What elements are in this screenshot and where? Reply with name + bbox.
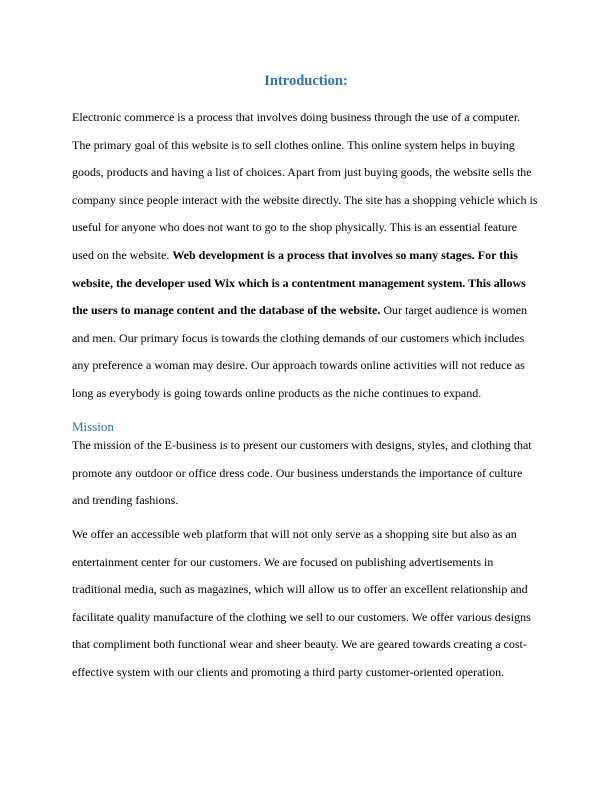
mission-heading: Mission — [72, 419, 114, 434]
mission-paragraph-1: The mission of the E-business is to present our customers with designs, styles, and clothing that promote any outdoor or office dress code. Our business understands the importance of culture and trending fashions. — [72, 438, 532, 508]
mission-paragraph-2: We offer an accessible web platform that will not only serve as a shopping site but also as an entertainment center for our customers. We are focused on publishing advertisements in traditional media, such as magazines, which will allow us to offer an excellent relationship and facilitate quality manufacture of the clothing we sell to our customers. We offer various designs that compliment both functional wear and sheer beauty. We are geared towards creating a cost-effective system with our clients and promoting a third party customer-oriented operation. — [72, 527, 531, 679]
intro-bold-text: Web development is a process that involves so many stages. For this website, the developer used Wix which is a contentment management system. This allows the users to manage content and the database of the website. — [72, 247, 526, 318]
intro-text-end: Our target audience is women and men. Our primary focus is towards the clothing demands of our customers which includes any preference a woman may desire. Our approach towards online activities will not reduce as long as everybody is going towards online products as the niche continues to expand. — [72, 303, 528, 400]
page-title: Introduction: — [264, 73, 348, 89]
intro-paragraph — [72, 104, 540, 408]
intro-text-start: Electronic commerce is a process that involves doing business through the use of a computer. The primary goal of this website is to sell clothes online. This online system helps in buying goods, products and having a list of choices. Apart from just buying goods, the website sells the company since people interact with the website directly. The site has a shopping vehicle which is useful for anyone who does not want to go to the shop physically. This is an essential feature used on the website. — [72, 110, 538, 262]
